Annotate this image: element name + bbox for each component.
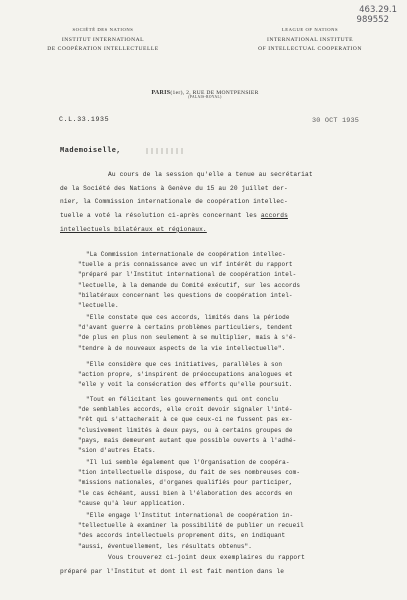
resolution-paragraph-2 (78, 313, 396, 354)
reference-number: C.L.33.1935 (59, 116, 110, 123)
resolution-paragraph-4 (78, 395, 396, 456)
intro-line (60, 209, 390, 223)
quote-line: "bilatéraux concernant les questions de coopération intel- (78, 291, 293, 299)
quote-line: "missions nationales, d'organes qualifiés pour participer, (78, 479, 293, 487)
letterhead-institute-en: INTERNATIONAL INSTITUTE (266, 37, 353, 43)
letterhead-address (150, 90, 260, 99)
quote-line: "tion intellectuelle dispose, du fait de ses nombreuses com- (78, 469, 301, 477)
archive-mark-1: 463.29.1 (359, 5, 397, 15)
quote-line: "rêt qui s'attacherait à ce que ceux-ci ne fussent pas ex- (78, 416, 293, 424)
letterhead-subtitle-en: OF INTELLECTUAL COOPERATION (258, 46, 362, 52)
redaction-smudge (146, 148, 186, 154)
intro-underlined: accords (260, 212, 288, 220)
letterhead-institute-fr: INSTITUT INTERNATIONAL (61, 37, 145, 43)
intro-paragraph (60, 168, 390, 236)
salutation: Mademoiselle, (60, 147, 122, 155)
intro-line: Au cours de la session qu'elle a tenue au secrétariat (108, 171, 313, 178)
letterhead-org-en: LEAGUE OF NATIONS (281, 27, 339, 32)
resolution-paragraph-5 (78, 458, 396, 509)
quote-line: "de plus en plus non seulement à se multiplier, mais à s'é- (78, 334, 297, 342)
quote-line: "elle y voit la consécration des efforts qu'elle poursuit. (78, 381, 293, 389)
intro-line: nier, la Commission internationale de coopération intellec- (60, 198, 288, 206)
quote-line: "d'avant guerre à certains problèmes particuliers, tendent (78, 324, 293, 332)
quote-line: "aussi, éventuellement, les résultats obtenus". (78, 542, 252, 550)
quote-line: "de semblables accords, elle croit devoir signaler l'inté- (78, 406, 293, 414)
closing-line: Vous trouverez ci-joint deux exemplaires du rapport (108, 554, 306, 561)
archive-mark-2: 989552 (356, 15, 389, 25)
intro-underlined: intellectuels bilatéraux et régionaux. (60, 225, 207, 233)
closing-paragraph (60, 551, 390, 578)
quote-line: "action propre, s'inspirent de préoccupations analogues et (78, 371, 293, 379)
quote-line: "Elle considère que ces initiatives, parallèles à son (86, 361, 283, 368)
quote-line: "sion d'autres Etats. (78, 446, 156, 454)
quote-line: "tellectuelle à examiner la possibilité de publier un recueil (78, 522, 304, 530)
quote-line: "lectuelle. (78, 301, 119, 309)
quote-line: "La Commission internationale de coopération intellec- (86, 251, 286, 258)
quote-line: "tuelle a pris connaissance avec un vif intérêt du rapport (78, 261, 293, 269)
quote-line: "des accords intellectuels proprement dits, en indiquant (78, 532, 286, 540)
date-stamp: 30 OCT 1935 (312, 117, 360, 125)
intro-line (60, 223, 390, 237)
quote-line: "le cas échéant, aussi bien à l'élaboration des accords en (78, 489, 293, 497)
address-city: PARIS (151, 90, 171, 96)
resolution-paragraph-3 (78, 360, 396, 391)
quote-line: "Tout en félicitant les gouvernements qui ont conclu (86, 396, 279, 403)
address-street: (1er), 2, RUE DE MONTPENSIER (170, 90, 259, 96)
quote-line: "lectuelle, à la demande du Comité exécutif, sur les accords (78, 281, 301, 289)
address-sub: (PALAIS-ROYAL) (188, 95, 222, 99)
resolution-paragraph-6 (78, 511, 396, 552)
letterhead-subtitle-fr: DE COOPÉRATION INTELLECTUELLE (47, 46, 159, 52)
quote-line: "Elle constate que ces accords, limités dans la période (86, 314, 290, 321)
quote-line: "Il lui semble également que l'Organisation de coopéra- (86, 459, 290, 466)
intro-line-text: tuelle a voté la résolution ci-après concernant les (60, 212, 261, 220)
quote-line: "tendre à de nouveaux aspects de la vie intellectuelle". (78, 344, 286, 352)
letterhead-french (38, 26, 168, 53)
quote-line: "Elle engage l'Institut international de coopération in- (86, 512, 294, 519)
quote-line: "préparé par l'Institut international de coopération intel- (78, 271, 297, 279)
letterhead-english (240, 26, 380, 53)
quote-line: "cause qu'à leur application. (78, 499, 186, 507)
intro-line: de la Société des Nations à Genève du 15 au 20 juillet der- (60, 184, 288, 192)
closing-line: préparé par l'Institut et dont il est fait mention dans le (60, 567, 285, 575)
letterhead-org-fr: SOCIÉTÉ DES NATIONS (72, 27, 134, 32)
resolution-paragraph-1 (78, 250, 396, 311)
quote-line: "pays, mais demeurent autant que possible ouverts à l'adhé- (78, 436, 297, 444)
quote-line: "clusivement limités à deux pays, ou à certains groupes de (78, 426, 293, 434)
